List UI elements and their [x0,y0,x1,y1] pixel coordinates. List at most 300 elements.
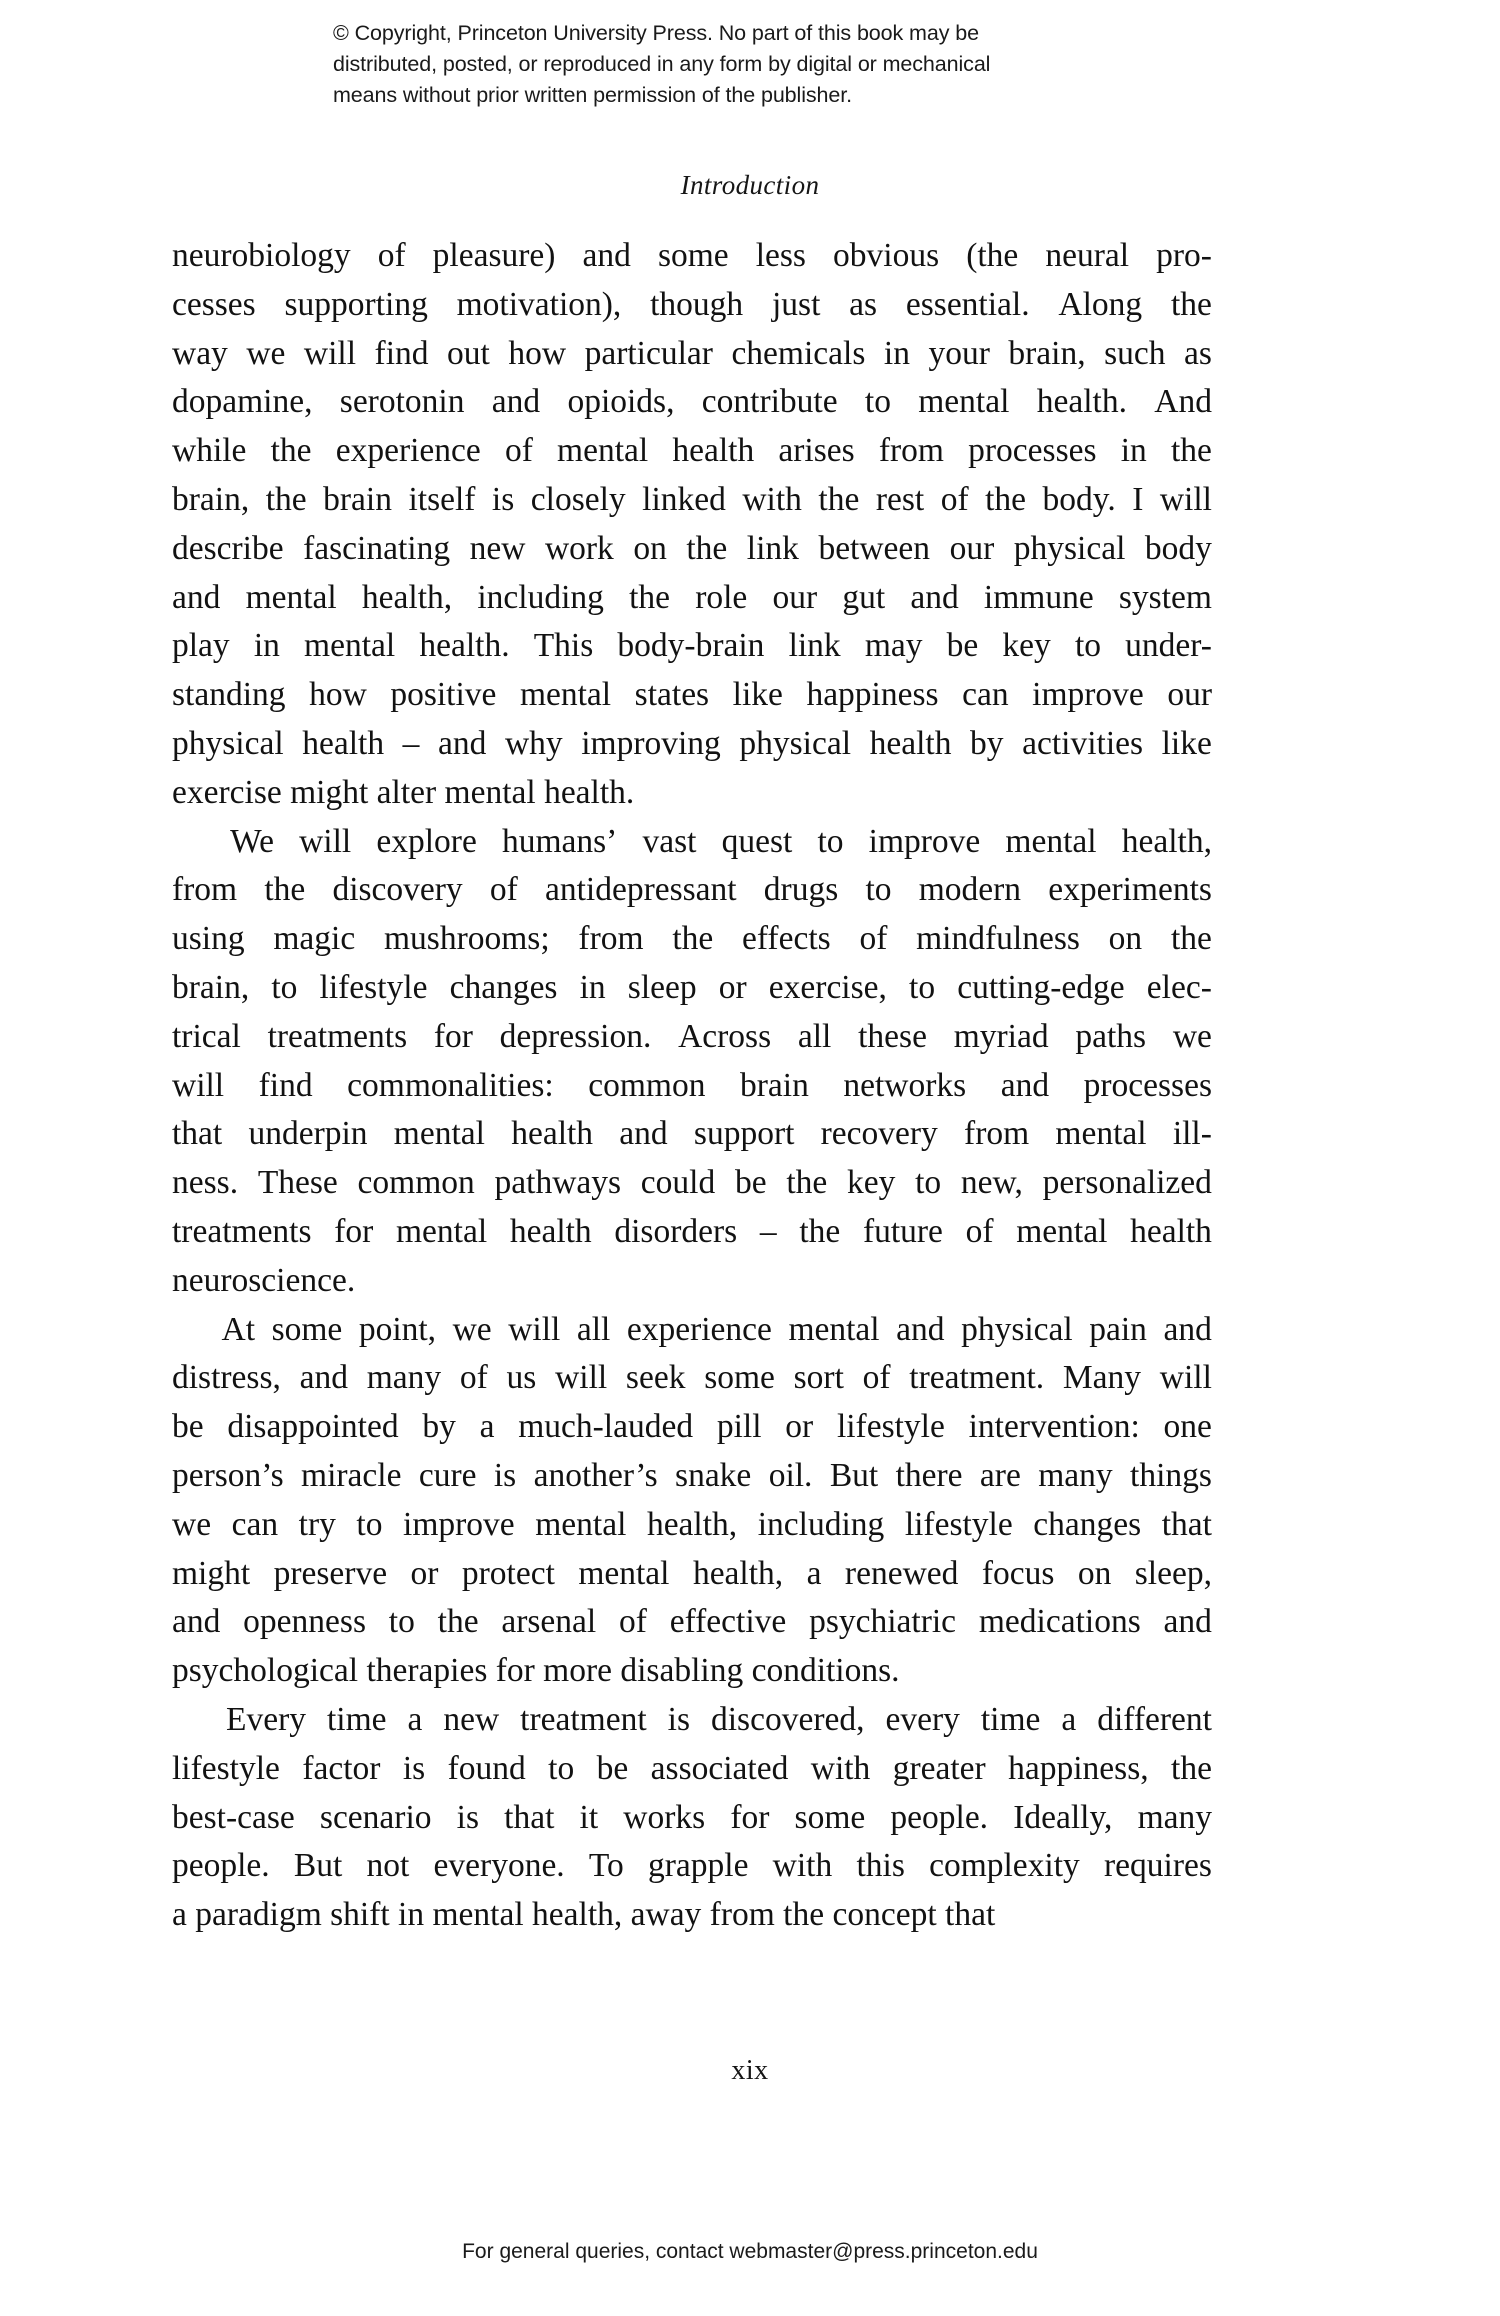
word: another’s [533,1456,658,1494]
page-number: xix [731,2055,769,2086]
word: cesses [172,285,256,323]
word: your [928,334,990,372]
word: particular [584,334,713,372]
word: for [334,1212,374,1250]
word: mental [393,1115,485,1153]
word: there [895,1456,963,1494]
word: pro- [1156,237,1212,274]
word: is [667,1700,690,1738]
word: some [657,237,729,274]
word: vast [642,822,697,860]
word: the [264,871,306,909]
word: brain, [172,480,250,518]
word: be [734,1164,767,1202]
word: experience [626,1310,772,1348]
word: the [786,1164,828,1202]
word: cutting-edge [957,968,1125,1006]
word: how [309,676,367,714]
word: mental [1005,822,1097,860]
word: people. [172,1847,270,1885]
word: the [270,432,312,470]
word: health [302,724,385,762]
word: the [629,578,671,616]
word: brain, [172,968,250,1006]
word: disorders [614,1212,738,1250]
word: the [437,1603,479,1641]
word: in [883,334,910,372]
word: some [794,1798,866,1836]
word: depression. [499,1017,652,1055]
word: dopamine, [172,383,313,421]
text-line [172,964,1212,1013]
text-line [172,1842,1212,1891]
word: of [859,920,888,958]
text-line [172,1159,1212,1208]
word: that [504,1798,555,1836]
word: treatment [520,1700,647,1738]
word: standing [172,676,286,714]
word: of [940,480,969,518]
word: every [885,1700,960,1738]
text-line [172,671,1212,720]
word: arises [778,432,855,470]
word: our [949,529,995,567]
word: greater [892,1749,986,1787]
word: the [686,529,728,567]
word: one [1163,1408,1212,1446]
word: find [374,334,429,372]
word: explore [376,822,477,860]
word: and [437,724,487,762]
copyright-line-1: © Copyright, Princeton University Press. No part of this book may be [333,21,979,45]
word: health [869,724,952,762]
word: will [299,822,352,860]
word: can [962,676,1009,714]
word: by [422,1408,456,1446]
word: a [407,1700,423,1738]
copyright-line-2: distributed, posted, or reproduced in any form by digital or mechanical [333,52,991,76]
word: time [326,1700,387,1738]
word: happiness, [1008,1749,1149,1787]
word: and [172,578,221,616]
word: is [491,480,515,518]
word: linked [642,480,726,518]
word: lifestyle [172,1749,280,1787]
word: on [1077,1554,1112,1592]
word: sleep, [1134,1554,1212,1592]
paragraph-indent [172,1696,205,1745]
text-line [172,1794,1212,1843]
word: But [829,1456,879,1494]
word: with [772,1847,833,1885]
word: to [864,383,891,421]
word: itself [408,480,476,518]
word: including [477,578,604,616]
word: some [271,1310,343,1348]
word: on [1108,920,1143,958]
word: effective [669,1603,787,1641]
text-line [172,427,1212,476]
word: states [634,676,710,714]
word: motivation), [456,285,622,323]
word: improving [581,724,721,762]
word: mindfulness [916,920,1080,958]
word: arsenal [501,1603,597,1641]
word: of [489,871,518,909]
word: grapple [648,1847,749,1885]
word: changes [1033,1505,1142,1543]
word: the [1170,920,1212,958]
word: or [410,1554,439,1592]
word: we [172,1505,212,1543]
word: though [650,285,744,323]
word: health [672,432,755,470]
word: networks [843,1066,967,1104]
footer-query-line: For general queries, contact webmaster@press.princeton.edu [462,2240,1038,2263]
word: fascinating [303,529,451,567]
word: processes [968,432,1097,470]
word: is [493,1456,517,1494]
word: different [1097,1700,1212,1738]
paragraph-3 [172,1306,1212,1696]
word: neurobiology [172,237,351,274]
word: and [619,1115,668,1153]
word: way [172,334,228,372]
word: Across [678,1017,772,1055]
word: such [1104,334,1166,372]
word: play [172,627,230,665]
word: health [1130,1212,1212,1250]
word: and [1163,1603,1212,1641]
word: some [704,1359,775,1397]
word: to [271,968,298,1006]
word: common [357,1164,475,1202]
word: while [172,432,247,470]
word: experience [335,432,481,470]
word: the [818,480,860,518]
word: preserve [273,1554,388,1592]
word: discovered, [710,1700,865,1738]
text-line: neuroscience. [172,1261,356,1299]
word: contribute [701,383,838,421]
word: not [366,1847,410,1885]
word: using [172,920,245,958]
word: it [579,1798,599,1836]
word: less [755,237,806,274]
word: from [878,432,944,470]
word: Many [1062,1359,1142,1397]
word: elec- [1146,968,1212,1006]
word: opioids, [567,383,675,421]
word: how [508,334,567,372]
word: antidepressant [544,871,737,909]
word: pain [1089,1310,1147,1348]
word: personalized [1042,1164,1212,1202]
word: I [1132,480,1144,518]
text-line [172,1062,1212,1111]
word: lifestyle [904,1505,1013,1543]
word: in [579,968,606,1006]
word: is [402,1749,426,1787]
word: system [1118,578,1212,616]
word: why [504,724,563,762]
word: under- [1125,627,1212,665]
word: is [456,1798,480,1836]
word: serotonin [339,383,465,421]
word: body [1144,529,1212,567]
text-line [172,574,1212,623]
word: and [910,578,959,616]
word: recovery [820,1115,938,1153]
word: activities [1022,724,1144,762]
word: the [985,480,1027,518]
word: find [258,1066,313,1104]
word: people. [890,1798,989,1836]
word: protect [461,1554,555,1592]
word: as [1184,334,1212,372]
text-line: exercise might alter mental health. [172,773,635,811]
word: body-brain [617,627,765,665]
word: in [253,627,280,665]
word: by [970,724,1004,762]
word: be [172,1408,204,1446]
word: scenario [319,1798,432,1836]
word: – [402,724,420,762]
word: to [915,1164,942,1202]
word: to [865,871,892,909]
word: mental [788,1310,880,1348]
word: physical [1013,529,1126,567]
word: are [979,1456,1021,1494]
word: health [509,1212,592,1250]
text-line [172,232,1212,281]
word: on [633,529,667,567]
word: can [231,1505,279,1543]
word: changes [449,968,558,1006]
word: the [265,480,307,518]
word: mental [1016,1212,1108,1250]
word: try [298,1505,336,1543]
text-line [172,720,1212,769]
word: everyone. [433,1847,565,1885]
word: with [810,1749,871,1787]
word: be [596,1749,629,1787]
text-line [172,1110,1212,1159]
word: discovery [332,871,463,909]
word: And [1154,383,1212,421]
word: mushrooms; [384,920,550,958]
paragraph-1 [172,232,1212,818]
word: future [862,1212,943,1250]
word: brain [740,1066,809,1104]
paragraph-2 [172,818,1212,1306]
copyright-notice [333,18,1153,111]
word: works [623,1798,706,1836]
word: pathways [494,1164,622,1202]
word: humans’ [501,822,618,860]
word: we [1172,1017,1212,1055]
word: will [1159,1359,1212,1397]
word: pleasure) [432,237,556,274]
text-line [172,818,1212,867]
word: many [1137,1798,1212,1836]
word: requires [1104,1847,1212,1885]
word: health. [419,627,510,665]
word: key [1002,627,1051,665]
word: myriad [953,1017,1049,1055]
word: found [447,1749,526,1787]
word: But [293,1847,343,1885]
word: improve [403,1505,515,1543]
word: may [864,627,923,665]
word: from [964,1115,1030,1153]
word: will [508,1310,561,1348]
word: to [817,822,844,860]
word: be [946,627,979,665]
word: chemicals [731,334,866,372]
word: We [230,822,274,860]
word: role [695,578,748,616]
word: trical [172,1017,241,1055]
word: of [965,1212,994,1250]
text-line [172,1745,1212,1794]
word: openness [243,1603,366,1641]
word: (the [966,237,1019,274]
word: including [757,1505,885,1543]
word: and [1163,1310,1212,1348]
word: work [544,529,614,567]
word: things [1130,1456,1212,1494]
text-line [172,1354,1212,1403]
word: oil. [768,1456,813,1494]
word: supporting [284,285,428,323]
word: brain, [1008,334,1086,372]
word: for [730,1798,770,1836]
word: physical [172,724,284,762]
text-line [172,915,1212,964]
word: medications [978,1603,1141,1641]
word: these [858,1017,927,1055]
word: and [491,383,541,421]
word: treatment. [909,1359,1045,1397]
text-line [172,1501,1212,1550]
text-line [172,378,1212,427]
word: this [856,1847,905,1885]
word: all [576,1310,611,1348]
text-line [172,1452,1212,1501]
word: health. [1036,383,1127,421]
word: from [578,920,644,958]
word: many [366,1359,442,1397]
word: improve [868,822,981,860]
word: pill [716,1408,762,1446]
word: and [1000,1066,1050,1104]
word: quest [721,822,793,860]
word: that [172,1115,223,1153]
word: to [1074,627,1101,665]
word: to [388,1603,415,1641]
word: new [469,529,526,567]
word: seek [625,1359,686,1397]
word: in [1120,432,1147,470]
word: health, [1121,822,1212,860]
word: brain [323,480,392,518]
word: out [447,334,490,372]
word: distress, [172,1359,281,1397]
word: for [433,1017,473,1055]
word: – [759,1212,777,1250]
word: underpin [248,1115,368,1153]
word: miracle [301,1456,402,1494]
word: might [172,1554,251,1592]
word: point, [358,1310,437,1348]
word: will [303,334,357,372]
word: lifestyle [836,1408,945,1446]
word: disappointed [227,1408,399,1446]
copyright-line-3: means without prior written permission of the publisher. [333,83,853,107]
word: of [862,1359,891,1397]
word: or [785,1408,814,1446]
text-line [172,1403,1212,1452]
word: could [640,1164,716,1202]
text-line [172,1598,1212,1647]
word: our [772,578,818,616]
word: paths [1075,1017,1147,1055]
word: the [1170,432,1212,470]
word: health [511,1115,594,1153]
word: that [1161,1505,1212,1543]
text-line [172,866,1212,915]
word: These [257,1164,338,1202]
word: like [732,676,783,714]
word: of [619,1603,647,1641]
word: treatments [267,1017,408,1055]
word: exercise, [768,968,887,1006]
word: ness. [172,1164,239,1202]
word: closely [530,480,626,518]
word: essential. [905,285,1030,323]
word: of [459,1359,488,1397]
text-line [172,330,1212,379]
word: mental [245,578,337,616]
word: common [588,1066,706,1104]
word: and [299,1359,348,1397]
word: with [742,480,802,518]
text-line [172,525,1212,574]
text-line [172,1013,1212,1062]
word: from [172,871,238,909]
running-head: Introduction [680,170,820,200]
paragraph-indent [172,818,205,867]
word: between [818,529,931,567]
word: positive [390,676,497,714]
word: sleep [627,968,697,1006]
text-line: psychological therapies for more disabling conditions. [172,1652,900,1690]
paragraph-4 [172,1696,1212,1940]
word: our [1167,676,1212,714]
text-line [172,1696,1212,1745]
word: will [1159,480,1212,518]
word: mental [578,1554,670,1592]
word: obvious [833,237,940,274]
word: happiness [806,676,939,714]
word: experiments [1048,871,1212,909]
word: a [479,1408,495,1446]
word: associated [650,1749,789,1787]
word: neural [1045,237,1130,274]
word: mental [918,383,1010,421]
word: sort [793,1359,844,1397]
